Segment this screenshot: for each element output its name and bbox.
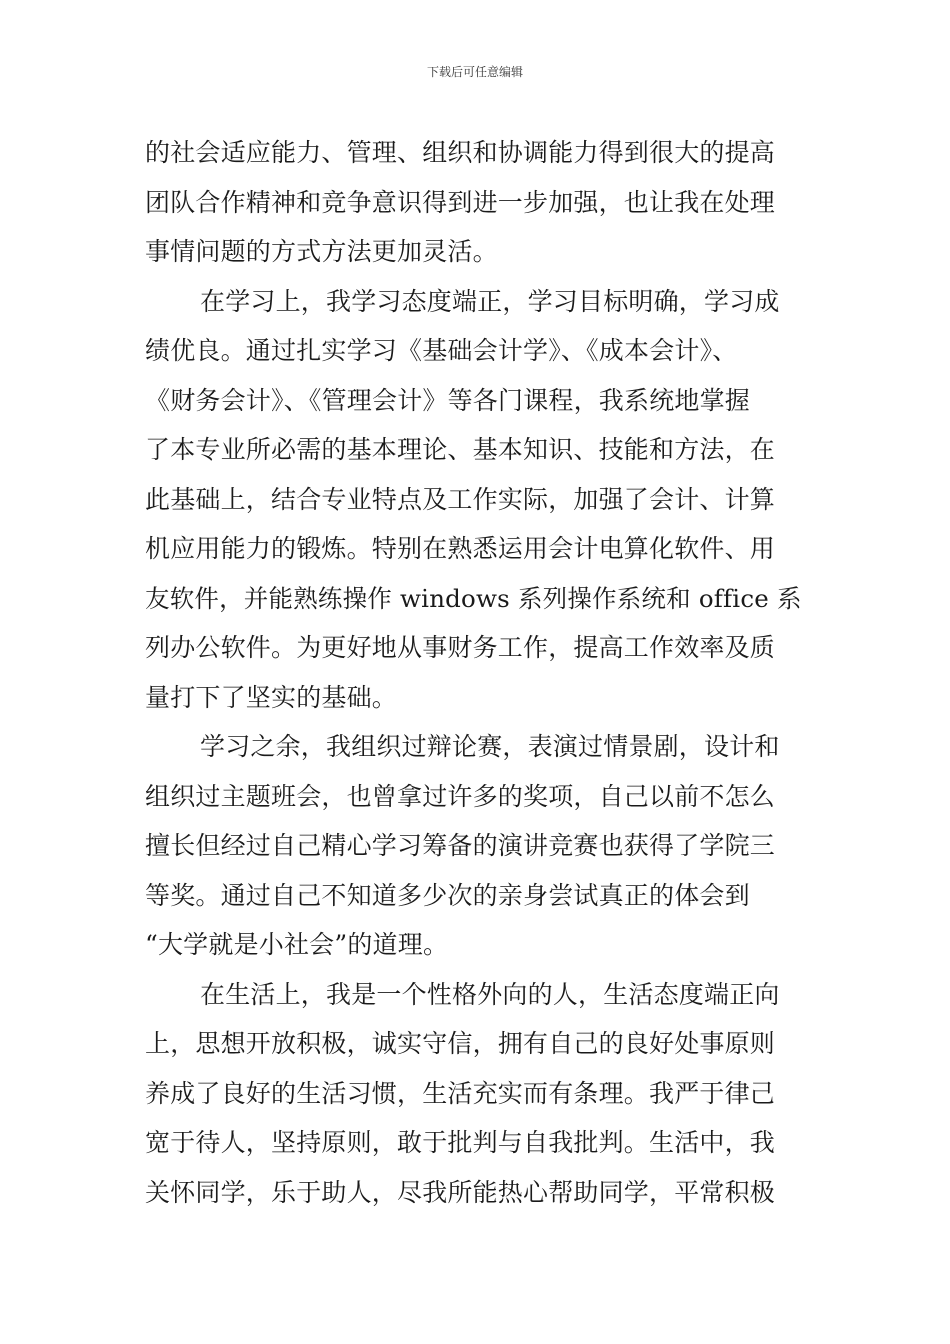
text-line: 量打下了坚实的基础。 [145, 682, 398, 712]
text-line: 养成了良好的生活习惯，生活充实而有条理。我严于律己 [145, 1078, 776, 1108]
text-line: 列办公软件。为更好地从事财务工作，提高工作效率及质 [145, 633, 776, 662]
text-line: 学习之余，我组织过辩论赛，表演过情景剧，设计和 [200, 732, 780, 761]
text-line: 团队合作精神和竞争意识得到进一步加强，也让我在处理 [145, 187, 776, 217]
page-header: 下载后可任意编辑 [426, 65, 523, 79]
text-line: 在学习上，我学习态度端正，学习目标明确，学习成 [200, 286, 780, 316]
text-line: 机应用能力的锻炼。特别在熟悉运用会计电算化软件、用 [145, 534, 776, 563]
text-line: 此基础上，结合专业特点及工作实际，加强了会计、计算 [145, 484, 776, 514]
text-line: 组织过主题班会，也曾拿过许多的奖项，自己以前不怎么 [145, 781, 776, 811]
text-line: 了本专业所必需的基本理论、基本知识、技能和方法，在 [145, 435, 776, 464]
document-body [145, 128, 807, 1217]
text-line: 事情问题的方式方法更加灵活。 [145, 237, 498, 266]
text-line: 在生活上，我是一个性格外向的人，生活态度端正向 [200, 979, 780, 1009]
text-line: 擅长但经过自己精心学习筹备的演讲竞赛也获得了学院三 [145, 831, 776, 860]
text-line: 宽于待人，坚持原则，敢于批判与自我批判。生活中，我 [145, 1128, 776, 1157]
text-line: 《财务会计》、《管理会计》等各门课程，我系统地掌握 [145, 385, 751, 415]
text-line: 关怀同学，乐于助人，尽我所能热心帮助同学，平常积极 [145, 1177, 776, 1207]
text-line: 等奖。通过自己不知道多少次的亲身尝试真正的体会到 [145, 880, 750, 910]
text-line: 上，思想开放积极，诚实守信，拥有自己的良好处事原则 [145, 1029, 776, 1058]
text-line: 友软件，并能熟练操作 windows 系列操作系统和 office 系 [145, 583, 802, 613]
text-line: 的社会适应能力、管理、组织和协调能力得到很大的提高 [145, 138, 776, 167]
text-line: 绩优良。通过扎实学习《基础会计学》、《成本会计》、 [145, 336, 738, 365]
text-line: “大学就是小社会”的道理。 [145, 930, 449, 959]
